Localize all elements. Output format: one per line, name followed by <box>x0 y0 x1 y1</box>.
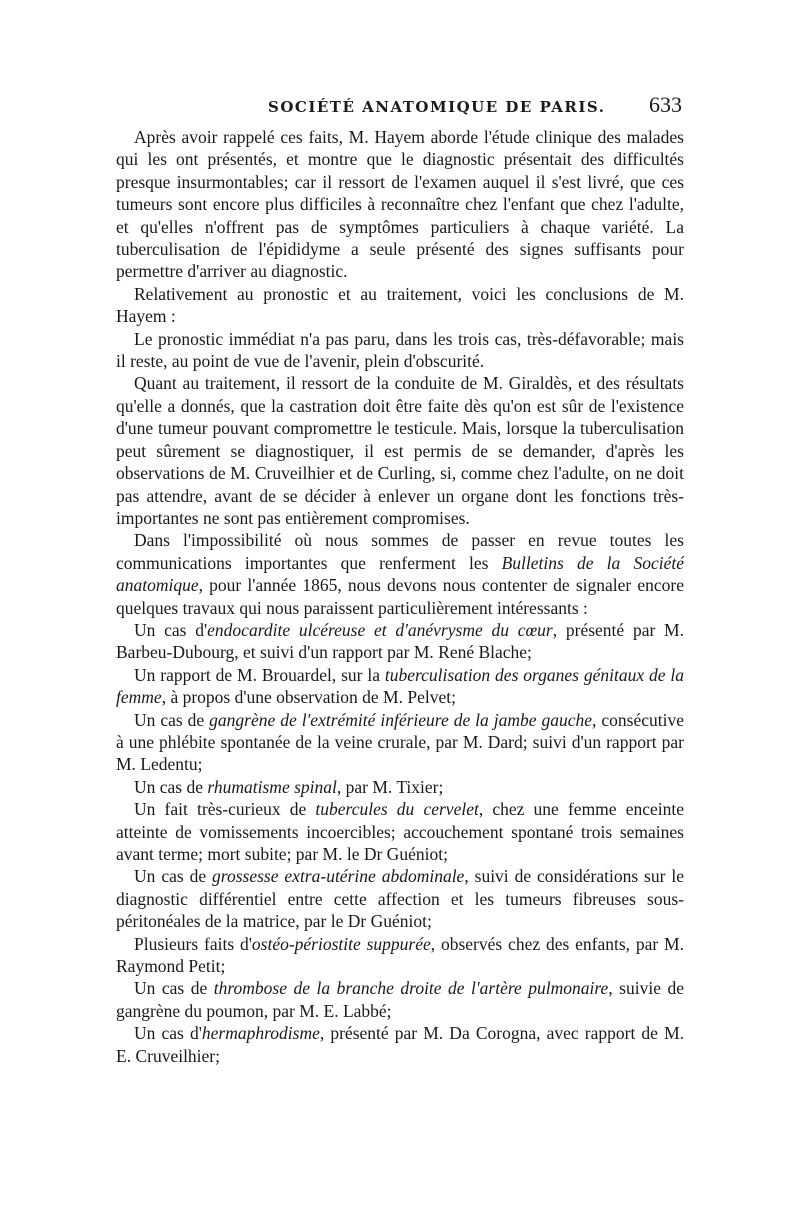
text-run: Un rapport de M. Brouardel, sur la <box>134 664 385 685</box>
paragraph <box>116 328 684 373</box>
text-run: , à propos d'une observation de M. Pelvet; <box>161 687 456 708</box>
text-run: Un cas de <box>134 978 214 999</box>
text-run: Dans l'impossibilité où nous sommes de passer en revue toutes les communications importantes que renferment les <box>116 530 684 573</box>
text-run: , consécutive à une phlébite spontanée de la veine crurale, par M. Dard; suivi d'un rapport par M. Ledentu; <box>116 709 684 775</box>
text-run: Relativement au pronostic et au traitement, voici les conclusions de M. Hayem : <box>116 283 684 327</box>
text-run: Un cas de <box>134 866 213 887</box>
italic-title: hermaphrodisme <box>201 1023 320 1044</box>
text-run: Un cas d' <box>134 1023 202 1044</box>
text-run: , suivie de gangrène du poumon, par M. E. Labbé; <box>116 978 684 1021</box>
text-run: Plusieurs faits d' <box>134 933 252 954</box>
italic-title: rhumatisme spinal <box>207 776 337 797</box>
paragraph <box>116 283 684 328</box>
italic-title: tuberculisation des organes génitaux de la femme <box>116 664 684 708</box>
text-run: Après avoir rappelé ces faits, M. Hayem aborde l'étude clinique des malades qui les ont présentés, et montre que le diagnostic présentait des difficultés presque insurmontables; car il ressort de l'examen auquel il s'est livré, que ces tumeurs sont encore plus difficiles à reconnaître chez l'enfant que chez l'adulte, et qu'elles n'offrent pas de symptômes particuliers à chaque variété. La tuberculisation de l'épididyme a seule présenté des signes suffisants pour permettre d'arriver au diagnostic. <box>116 127 684 282</box>
running-head: SOCIÉTÉ ANATOMIQUE DE PARIS. <box>268 98 606 116</box>
paragraph <box>116 372 684 529</box>
italic-title: gangrène de l'extrémité inférieure de la jambe gauche <box>209 709 593 730</box>
text-run: Un fait très-curieux de <box>134 799 316 820</box>
text-run: , présenté par M. Barbeu-Dubourg, et suivi d'un rapport par M. René Blache; <box>116 619 684 663</box>
text-run: , présenté par M. Da Corogna, avec rapport de M. E. Cruveilhier; <box>116 1023 685 1066</box>
paragraph <box>116 977 684 1022</box>
text-run: , suivi de considérations sur le diagnostic différentiel entre cette affection et les tumeurs fibreuses sous-péritonéales de la matrice, par le Dr Guéniot; <box>116 866 684 932</box>
paragraph <box>116 529 684 619</box>
italic-title: ostéo-périostite suppurée <box>251 933 431 954</box>
text-run: , pour l'année 1865, nous devons nous contenter de signaler encore quelques travaux qui nous paraissent particulièrement intéressants : <box>116 575 684 618</box>
paragraph <box>116 1022 684 1067</box>
body-text <box>116 126 684 1067</box>
italic-title: endocardite ulcéreuse et d'anévrysme du cœur <box>207 619 553 640</box>
text-run: , chez une femme enceinte atteinte de vomissements incoercibles; accouchement spontané trois semaines avant terme; mort subite; par M. le Dr Guéniot; <box>116 799 685 864</box>
paragraph <box>116 709 684 776</box>
text-run: , observés chez des enfants, par M. Raymond Petit; <box>116 933 684 977</box>
text-run: Un cas de <box>134 776 208 797</box>
italic-title: Bulletins de la Société anatomique <box>116 552 684 596</box>
text-run: , par M. Tixier; <box>336 776 444 797</box>
italic-title: thrombose de la branche droite de l'artère pulmonaire <box>213 978 609 999</box>
text-run: Quant au traitement, il ressort de la conduite de M. Giraldès, et des résultats qu'elle a donnés, que la castration doit être faite dès qu'on est sûr de l'existence d'une tumeur pouvant compromettre le testicule. Mais, lorsque la tuberculisation peut sûrement se diagnostiquer, il est permis de se demander, d'après les observations de M. Cruveilhier et de Curling, si, comme chez l'adulte, on ne doit pas attendre, avant de se décider à enlever un organe dont les fonctions très-importantes ne sont pas entièrement compromises. <box>116 373 684 528</box>
paragraph <box>116 619 684 664</box>
paragraph <box>116 776 684 798</box>
page-header <box>118 92 682 126</box>
text-run: Un cas de <box>134 709 210 730</box>
paragraph <box>116 664 684 709</box>
text-run: Le pronostic immédiat n'a pas paru, dans les trois cas, très-défavorable; mais il reste, au point de vue de l'avenir, plein d'obscurité. <box>116 328 684 372</box>
paragraph <box>116 126 684 283</box>
paragraph <box>116 865 684 932</box>
paragraph <box>116 933 684 978</box>
italic-title: tubercules du cervelet <box>315 799 479 820</box>
paragraph <box>116 798 684 865</box>
italic-title: grossesse extra-utérine abdominale <box>212 866 465 887</box>
page-number: 633 <box>649 92 682 117</box>
text-run: Un cas d' <box>134 619 208 640</box>
